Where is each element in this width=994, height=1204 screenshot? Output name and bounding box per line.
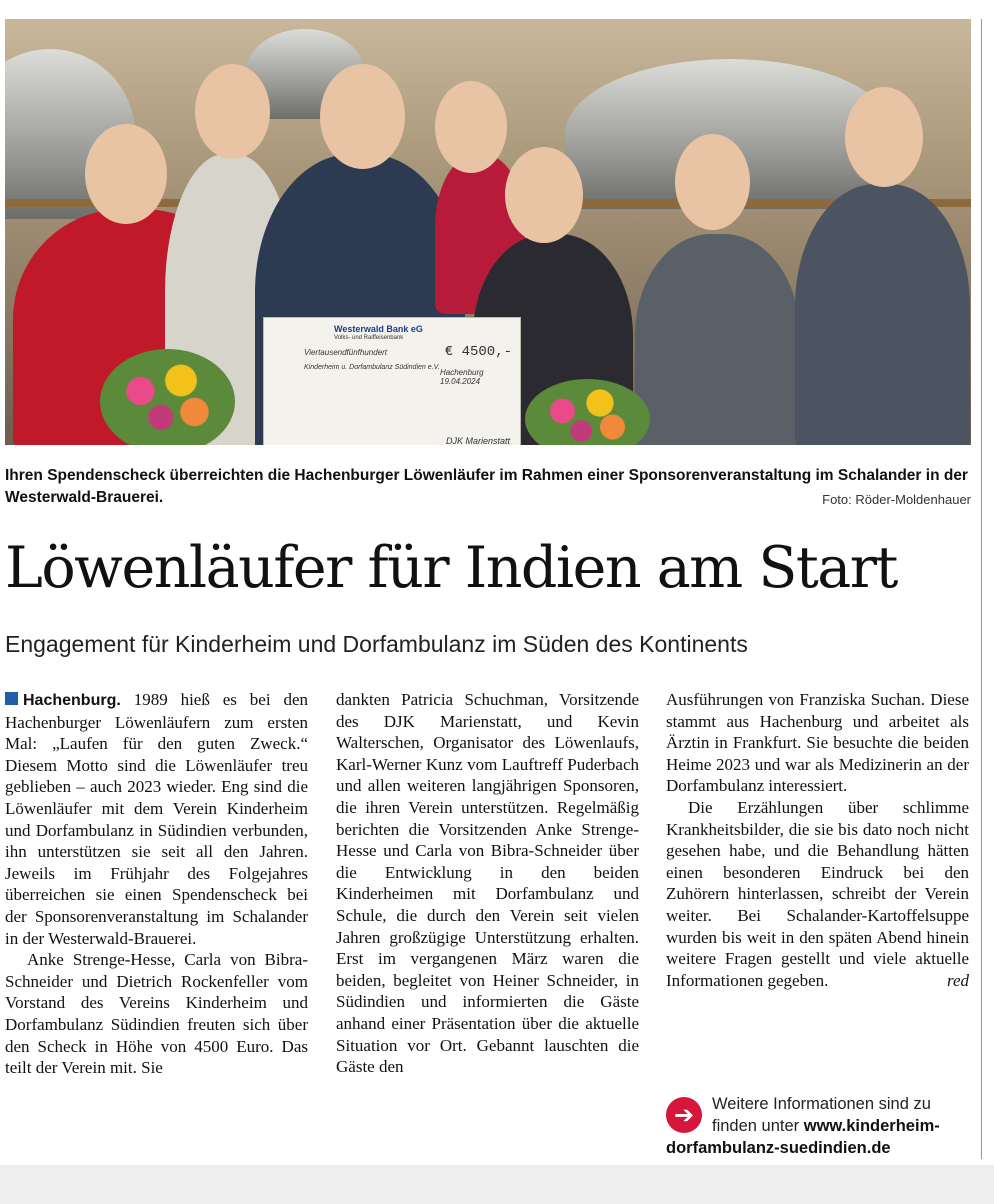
more-info-prefix: finden unter: [712, 1117, 804, 1135]
paragraph-text: 1989 hieß es bei den Hachenburger Löwenläufern zum ersten Mal: „Laufen für den guten Zweck.“ Diesem Motto sind die Löwenläufer treu geblieben – auch 2023 wieder. Eng sind die Löwenläufer mit dem Verein Kinderheim und Dorfambulanz in Südindien verbunden, ihn unterstützen sie seit all den Jahren. Jeweils im Frühjahr des Folgejahres überreichen sie einen Spendenscheck bei der Sponsorenveranstaltung im Schalander in der Westerwald-Brauerei.: [5, 690, 308, 948]
photo-caption: Ihren Spendenscheck überreichten die Hachenburger Löwenläufer im Rahmen einer Sponsorenveranstaltung im Schalander in der Westerwald-Brauerei.: [5, 467, 968, 506]
check-payee: Kinderheim u. Dorfambulanz Südindien e.V.: [304, 364, 440, 371]
dateline: Hachenburg.: [23, 692, 121, 709]
paragraph: dankten Patricia Schuchman, Vorsitzende des DJK Marienstatt, und Kevin Walterschen, Organisator des Löwenlaufs, Karl-Werner Kunz vom Lauftreff Puderbach und allen weiteren langjährigen Sponsoren, die ihren Verein unterstützen. Regelmäßig berichten die Vorsitzenden Anke Strenge-Hesse und Carla von Bibra-Schneider über die Entwicklung in den beiden Kinderheimen mit Dorfambulanz und Schule, die durch den Verein seit vielen Jahren großzügige Unterstützung erhalten. Erst im vergangenen März waren die beiden, begleitet von Heiner Schneider, in Südindien und informierten die Gäste anhand einer Präsentation über die aktuelle Situation vor Ort. Gebannt lauschten die Gäste den: [336, 690, 639, 1077]
more-info-line: [666, 1115, 976, 1137]
arrow-right-circle-icon: ➔: [666, 1097, 702, 1133]
subheadline: Engagement für Kinderheim und Dorfambulanz im Süden des Kontinents: [5, 631, 748, 657]
check-place-date: Hachenburg 19.04.2024: [440, 368, 484, 386]
more-info-line: Weitere Informationen sind zu: [712, 1095, 931, 1113]
bouquet-left: [100, 349, 235, 445]
article-column-3: [666, 689, 969, 991]
check-signature: DJK Marienstatt: [445, 436, 510, 445]
check-amount-words: Viertausendfünfhundert: [304, 348, 388, 357]
paragraph: [666, 797, 969, 991]
paragraph-text: Die Erzählungen über schlimme Krankheitsbilder, die sie bis dato noch nicht gesehen habe, und die Behandlung hätten einen besonderen Eindruck bei den Zuhörern hinterlassen, schreibt der Verein weiter. Bei Schalander-Kartoffelsuppe wurden bis weit in den späten Abend hinein weitere Fragen gestellt und viele aktuelle Informationen gegeben.: [666, 797, 969, 990]
check-bank-name: Westerwald Bank eG: [334, 324, 423, 334]
page-bottom-band: [0, 1165, 994, 1204]
article-column-1: [5, 689, 308, 1079]
check-bank-sub: Volks- und Raiffeisenbank: [334, 335, 404, 341]
paragraph: [5, 689, 308, 949]
article-photo: [5, 19, 971, 445]
more-info-url-cont[interactable]: dorfambulanz-suedindien.de: [666, 1139, 891, 1157]
paragraph: Ausführungen von Franziska Suchan. Diese stammt aus Hachenburg und arbeitet als Ärztin in Frankfurt. Sie besuchte die beiden Heime 2023 und war als Medizinerin an der Dorfambulanz interessiert.: [666, 690, 969, 796]
square-marker-icon: [5, 692, 18, 705]
donation-check: [263, 317, 521, 445]
author-sign: red: [946, 970, 969, 990]
more-info-url[interactable]: www.kinderheim-: [803, 1117, 940, 1135]
more-info-line: [666, 1137, 976, 1159]
photo-credit: Foto: Röder-Moldenhauer: [822, 492, 971, 507]
paragraph: Anke Strenge-Hesse, Carla von Bibra-Schneider und Dietrich Rockenfeller vom Vorstand des Vereins Kinderheim und Dorfambulanz Südindien freuten sich über den Scheck in Höhe von 4500 Euro. Das teilt der Verein mit. Sie: [5, 950, 308, 1078]
column-rule: [981, 19, 982, 1159]
more-info-box: [666, 1093, 976, 1159]
article-column-2: [336, 689, 639, 1078]
check-amount: € 4500,-: [444, 344, 512, 360]
headline: Löwenläufer für Indien am Start: [5, 535, 897, 601]
